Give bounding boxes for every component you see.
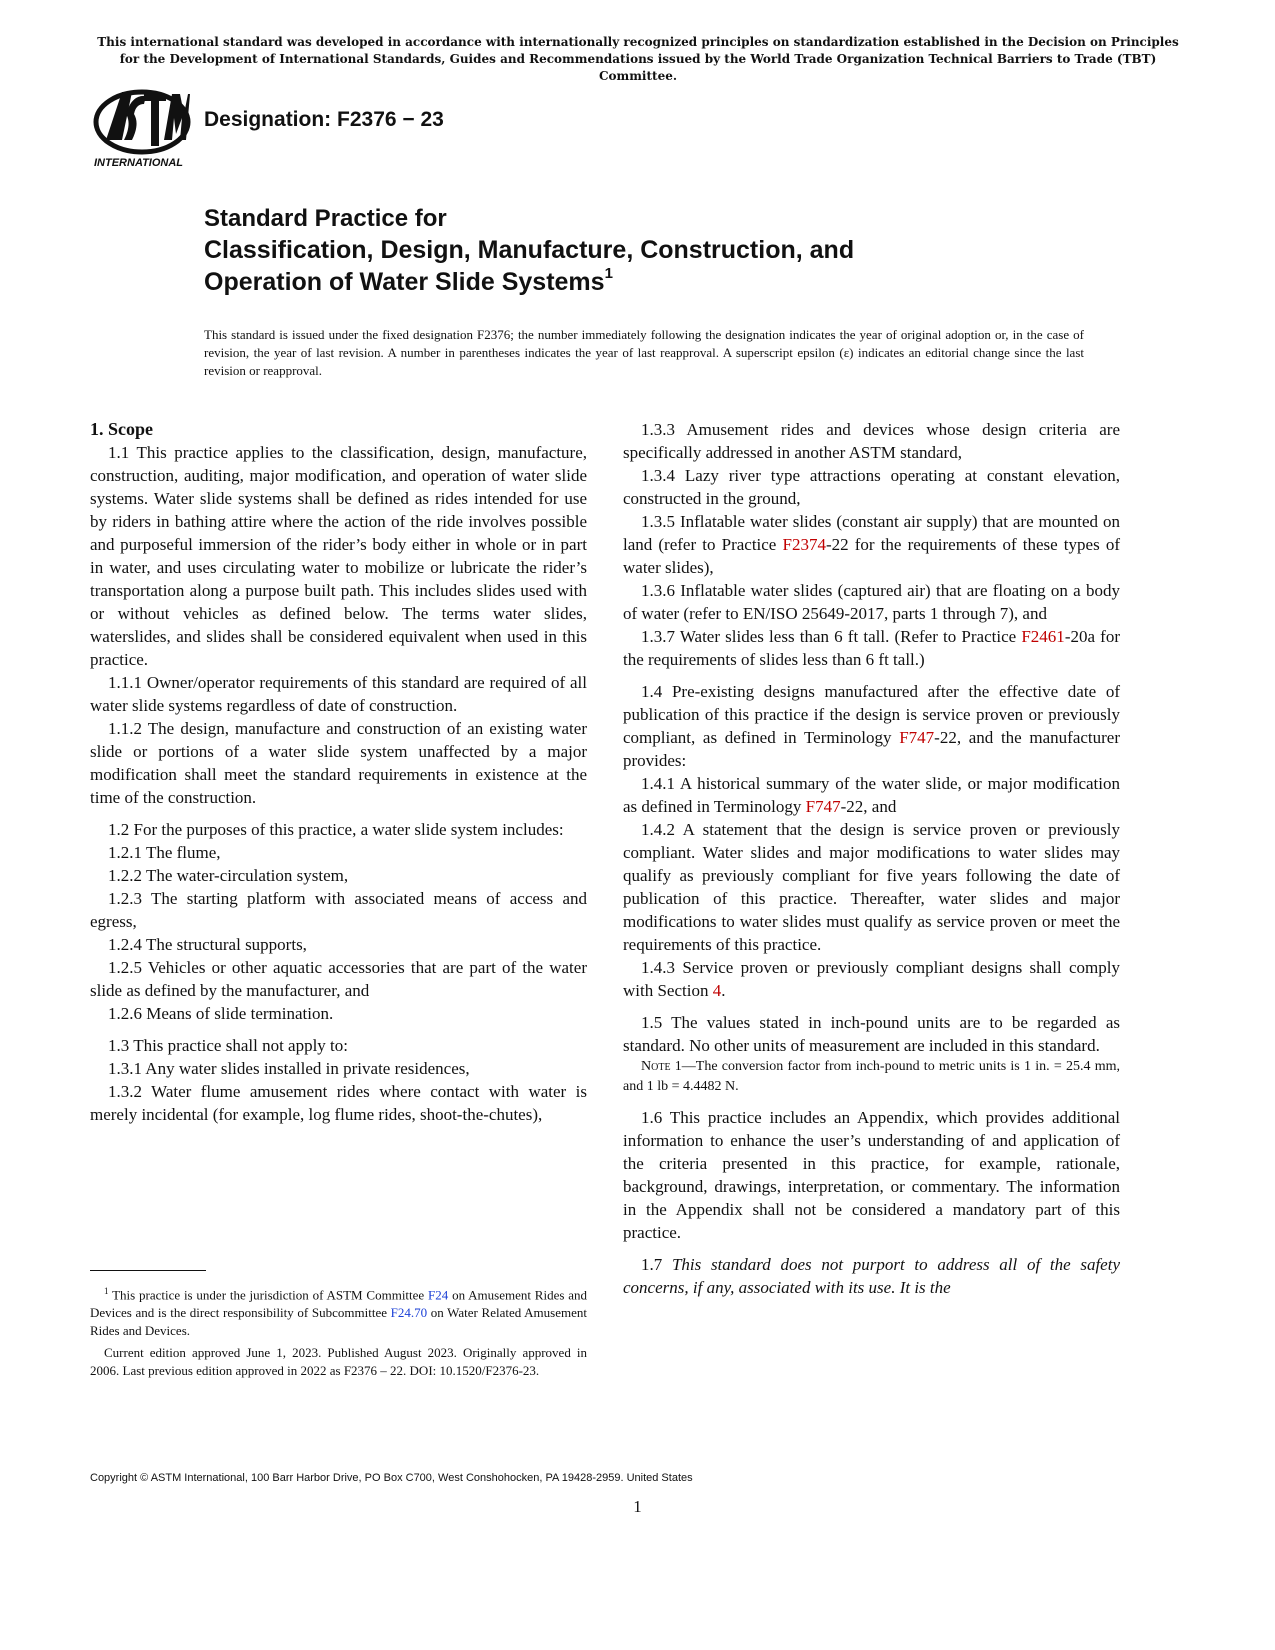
text-span: -22 for the requirements of these types of water slides),	[623, 535, 1120, 577]
paragraph-1-2: 1.2 For the purposes of this practice, a water slide system includes:	[108, 820, 564, 839]
paragraph-1-2-4: 1.2.4 The structural supports,	[108, 935, 307, 954]
title-prefix: Standard Practice for	[204, 205, 447, 232]
text-span: -22, and	[840, 797, 897, 816]
section-heading-scope: 1. Scope	[90, 419, 153, 439]
footnote-edition: Current edition approved June 1, 2023. Published August 2023. Originally approved in 2006. Last previous edition approved in 2022 as F2376 – 22. DOI: 10.1520/F2376-23.	[90, 1345, 587, 1379]
issuance-statement: This standard is issued under the fixed designation F2376; the number immediately following the designation indicates the year of original adoption or, in the case of revision, the year of last revision. A number in parentheses indicates the year of last reapproval. A superscript epsilon (ε) indicates an editorial change since the last revision or reapproval.	[204, 327, 1084, 378]
link-f2374[interactable]: F2374	[782, 535, 826, 554]
text-span: 1.4 Pre-existing designs manufactured after the effective date of publication of this practice if the design is service proven or previously compliant, as defined in Terminology	[623, 682, 1120, 747]
right-column	[623, 418, 1120, 1299]
paragraph-1-4-2: 1.4.2 A statement that the design is service proven or previously compliant. Water slides and major modifications to water slides may qualify as previously compliant for five years following the date of publication of this practice. Thereafter, water slides and major modifications to water slides must qualify as service proven or meet the requirements of this practice.	[623, 820, 1120, 954]
paragraph-1-3: 1.3 This practice shall not apply to:	[108, 1036, 349, 1055]
note-label: Note 1	[641, 1059, 682, 1074]
paragraph-1-6: 1.6 This practice includes an Appendix, which provides additional information to enhance the user’s understanding of and application of the criteria presented in this practice, for example, rationale, background, drawings, interpretation, or commentary. The information in the Appendix shall not be considered a mandatory part of this practice.	[623, 1108, 1120, 1242]
title-line-1: Classification, Design, Manufacture, Construction, and	[204, 236, 855, 264]
paragraph-1-4	[623, 680, 1120, 772]
note-text: —The conversion factor from inch-pound to metric units is 1 in. = 25.4 mm, and 1 lb = 4.4482 N.	[623, 1059, 1120, 1094]
paragraph-1-2-3: 1.2.3 The starting platform with associated means of access and egress,	[90, 889, 587, 931]
paragraph-1-1: 1.1 This practice applies to the classification, design, manufacture, construction, auditing, major modification, and operation of water slide systems. Water slide systems shall be defined as rides intended for use by riders in bathing attire where the action of the ride involves possible and purposeful immersion of the rider’s body either in whole or in part in water, and uses circulating water to mobilize or lubricate the rider’s transportation along a purpose built path. This includes slides used with or without vehicles as defined below. The terms water slides, waterslides, and slides shall be considered equivalent when used in this practice.	[90, 443, 587, 669]
paragraph-1-7	[623, 1253, 1120, 1299]
paragraph-1-4-3	[623, 956, 1120, 1002]
logo-subtitle: INTERNATIONAL	[94, 157, 184, 169]
link-section-4[interactable]: 4	[712, 981, 722, 1000]
title-line-2-text: Operation of Water Slide Systems	[204, 268, 605, 296]
paragraph-1-3-3: 1.3.3 Amusement rides and devices whose design criteria are specifically addressed in another ASTM standard,	[623, 420, 1120, 462]
link-f24[interactable]: F24	[428, 1287, 449, 1303]
left-column	[90, 418, 587, 1126]
wto-notice: This international standard was developed in accordance with internationally recognized principles on standardization established in the Decision on Principles for the Development of International Standards, Guides and Recommendations issued by the World Trade Organization Technical Barriers to Trade (TBT) Committee.	[97, 35, 1179, 83]
paragraph-1-3-7	[623, 625, 1120, 671]
link-f2461[interactable]: F2461	[1021, 627, 1065, 646]
page-number: 1	[633, 1497, 642, 1516]
paragraph-1-1-2: 1.1.2 The design, manufacture and construction of an existing water slide or portions of a water slide system unaffected by a major modification shall meet the standard requirements in existence at the time of the construction.	[90, 719, 587, 807]
text-span: 1.3.7 Water slides less than 6 ft tall. (Refer to Practice	[641, 627, 1022, 646]
note-1	[623, 1057, 1120, 1097]
paragraph-1-1-1: 1.1.1 Owner/operator requirements of this standard are required of all water slide systems regardless of date of construction.	[90, 673, 587, 715]
paragraph-1-3-2: 1.3.2 Water flume amusement rides where contact with water is merely incidental (for example, log flume rides, shoot-the-chutes),	[90, 1082, 587, 1124]
copyright: Copyright © ASTM International, 100 Barr Harbor Drive, PO Box C700, West Conshohocken, PA 19428-2959. United States	[90, 1472, 693, 1484]
paragraph-1-3-6: 1.3.6 Inflatable water slides (captured air) that are floating on a body of water (refer to EN/ISO 25649-2017, parts 1 through 7), and	[623, 581, 1120, 623]
text-span: 1.7	[641, 1255, 672, 1274]
link-f24-70[interactable]: F24.70	[390, 1305, 428, 1321]
text-span: 1.3.5 Inflatable water slides (constant air supply) that are mounted on land (refer to Practice	[623, 512, 1120, 554]
link-f747[interactable]: F747	[805, 797, 841, 816]
text-span: 1.4.3 Service proven or previously compliant designs shall comply with Section	[623, 958, 1120, 1000]
paragraph-1-4-1	[623, 772, 1120, 818]
text-span: This practice is under the jurisdiction of ASTM Committee	[108, 1287, 429, 1303]
title-line-2	[204, 266, 1164, 298]
paragraph-1-2-5: 1.2.5 Vehicles or other aquatic accessories that are part of the water slide as defined by the manufacturer, and	[90, 958, 587, 1000]
paragraph-1-3-1: 1.3.1 Any water slides installed in private residences,	[108, 1059, 470, 1078]
footnote-1	[90, 1282, 587, 1340]
paragraph-1-2-6: 1.2.6 Means of slide termination.	[108, 1004, 334, 1023]
paragraph-1-3-4: 1.3.4 Lazy river type attractions operating at constant elevation, constructed in the ground,	[623, 466, 1120, 508]
text-span: -20a for the requirements of slides less than 6 ft tall.)	[623, 627, 1121, 669]
footnote-divider	[90, 1270, 206, 1271]
text-span: 1.4.1 A historical summary of the water slide, or major modification as defined in Terminology	[623, 774, 1120, 816]
astm-logo-icon	[92, 84, 192, 170]
designation: Designation: F2376 − 23	[204, 108, 444, 131]
text-span: on Water Related Amusement Rides and Devices.	[90, 1305, 587, 1339]
title-footnote-ref[interactable]: 1	[604, 265, 613, 282]
link-f747[interactable]: F747	[899, 728, 935, 747]
paragraph-1-3-5	[623, 510, 1120, 579]
paragraph-1-5: 1.5 The values stated in inch-pound units are to be regarded as standard. No other units of measurement are included in this standard.	[623, 1013, 1120, 1055]
safety-statement: This standard does not purport to address all of the safety concerns, if any, associated with its use. It is the	[623, 1255, 1120, 1297]
paragraph-1-2-2: 1.2.2 The water-circulation system,	[108, 866, 349, 885]
footnote-marker: 1	[104, 1286, 109, 1296]
footnotes	[90, 1282, 587, 1384]
text-span: on Amusement Rides and Devices and is the direct responsibility of Subcommittee	[90, 1287, 587, 1321]
title-block	[204, 204, 1164, 298]
text-span: -22, and the manufacturer provides:	[623, 728, 1121, 770]
paragraph-1-2-1: 1.2.1 The flume,	[108, 843, 221, 862]
text-span: .	[721, 981, 726, 1000]
